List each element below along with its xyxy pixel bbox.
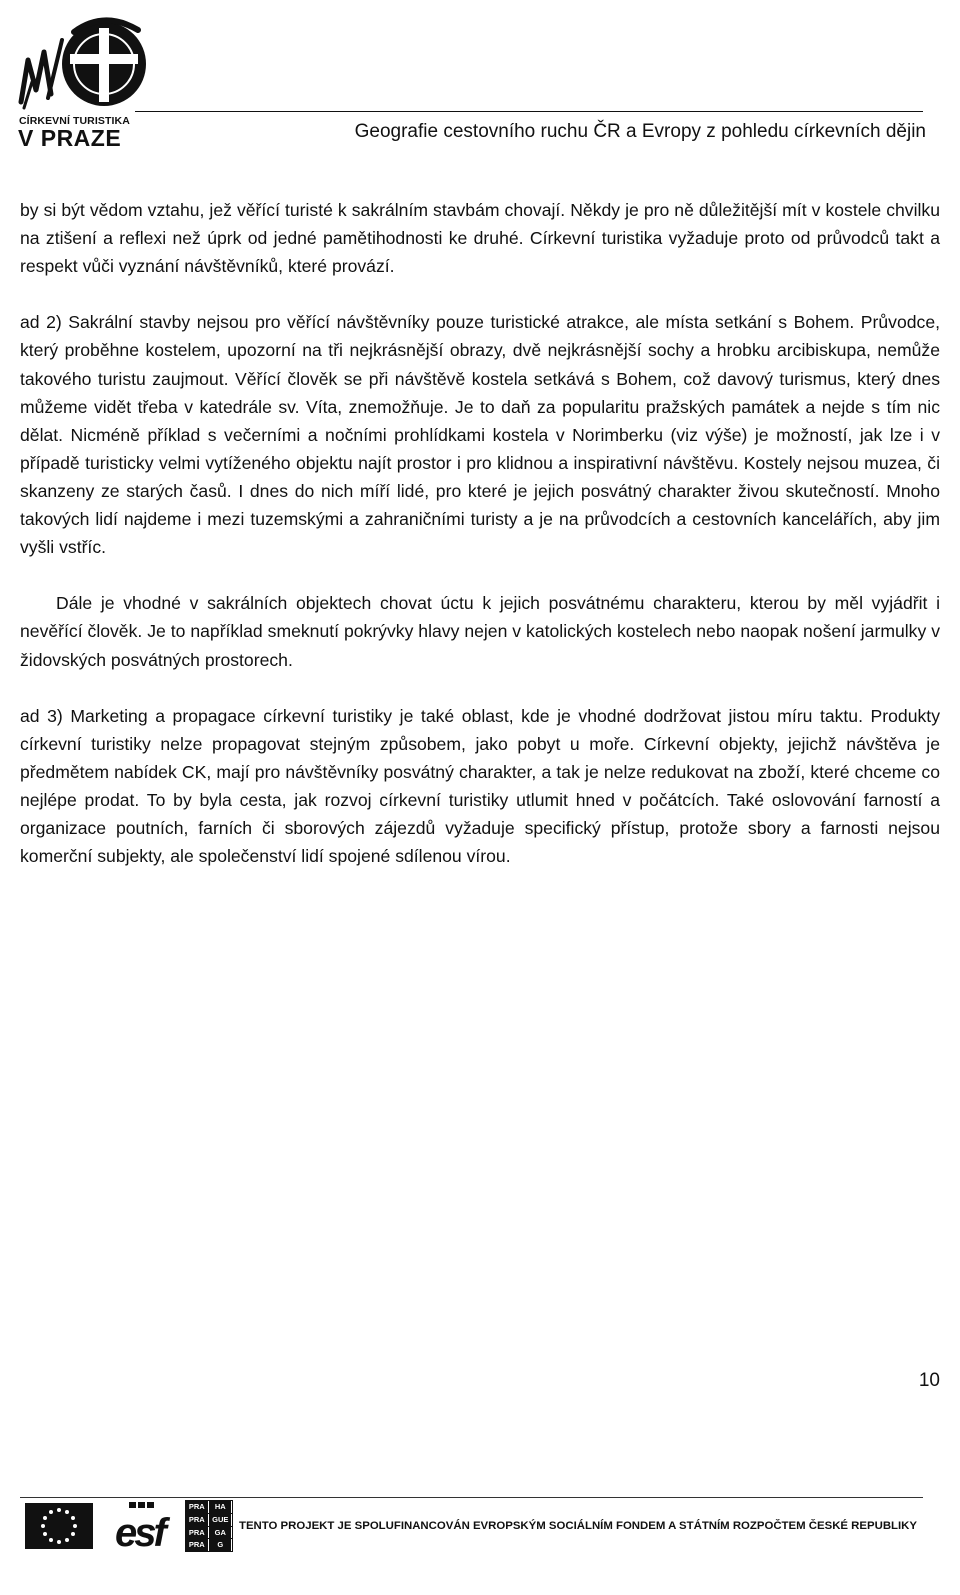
prague-logo-cell: HA <box>210 1501 233 1513</box>
prague-logo-icon <box>185 1500 233 1552</box>
svg-text:esf: esf <box>115 1511 164 1552</box>
prague-logo-cell: PRA <box>186 1539 209 1551</box>
paragraph: by si být vědom vztahu, jež věřící turisté k sakrálním stavbám chovají. Někdy je pro ně důležitější mít v kostele chvilku na ztišení a reflexi než úprk od jedné pamětihodnosti ke druhé. Církevní turistika vyžaduje proto od průvodců takt a respekt vůči vyznání návštěvníků, které provází. <box>20 200 940 277</box>
prague-logo-cell: GUE <box>210 1514 233 1526</box>
prague-logo-cell: PRA <box>186 1501 209 1513</box>
prague-logo-cell: PRA <box>186 1527 209 1539</box>
document-body <box>20 196 940 898</box>
paragraph: Dále je vhodné v sakrálních objektech chovat úctu k jejich posvátnému charakteru, kterou by měl vyjádřit i nevěřící člověk. Je to například smeknutí pokrývky hlavy nejen v katolických kostelech nebo naopak nošení jarmulky v židovských posvátných prostorech. <box>20 593 940 670</box>
paragraph: ad 2) Sakrální stavby nejsou pro věřící návštěvníky pouze turistické atrakce, ale místa setkání s Bohem. Průvodce, který proběhne kostelem, upozorní na tři nejkrásnější obrazy, dvě nejkrásnější sochy a hrobku arcibiskupa, nemůže takového turistu zaujmout. Věřící člověk se při návštěvě kostela setkává s Bohem, což davový turismus, který dnes můžeme vidět třeba v katedrále sv. Víta, znemožňuje. Je to daň za popularitu pražských památek a nejde s tím nic dělat. Nicméně příklad s večerními a nočními prohlídkami kostela v Norimberku (viz výše) je možností, jak lze i v případě turisticky velmi vytíženého objektu najít prostor i pro klidnou a inspirativní návštěvu. Kostely nejsou muzea, či skanzeny ze starých časů. I dnes do nich míří lidé, pro které je jejich posvátný charakter živou skutečností. Mnoho takových lidí najdeme i mezi tuzemskými a zahraničními turisty a je na průvodcích a cestovních kancelářích, aby jim vyšli vstříc. <box>20 312 940 558</box>
prague-logo-cell: GA <box>210 1527 233 1539</box>
paragraph: ad 3) Marketing a propagace církevní turistiky je také oblast, kde je vhodné dodržovat jistou míru taktu. Produkty církevní turistiky nelze propagovat stejným způsobem, jako pobyt u moře. Církevní objekty, jejichž návštěva je předmětem nabídek CK, mají pro návštěvníky posvátný charakter, a tak je nelze redukovat na zboží, které chceme co nejlépe prodat. To by byla cesta, jak rozvoj církevní turistiky utlumit hned v počátcích. Také oslovování farností a organizace poutních, farních či sborových zájezdů vyžaduje specifický přístup, protože sbory a farnosti nejsou komerční subjekty, ale společenství lidí spojené sdílenou vírou. <box>20 705 940 867</box>
prague-logo-cell: PRA <box>186 1514 209 1526</box>
logo-subtitle: CÍRKEVNÍ TURISTIKA <box>19 115 130 127</box>
eu-flag-icon <box>25 1503 93 1549</box>
page-footer <box>0 1500 960 1560</box>
church-tourism-logo-icon <box>18 12 163 151</box>
esf-logo-icon <box>115 1500 171 1552</box>
logo-title: V PRAZE <box>18 125 122 151</box>
page-header <box>0 0 960 155</box>
footer-divider <box>20 1497 923 1498</box>
header-divider <box>135 111 923 112</box>
prague-logo-cell: G <box>210 1539 233 1551</box>
page-number: 10 <box>918 1370 940 1391</box>
document-title: Geografie cestovního ruchu ČR a Evropy z pohledu církevních dějin <box>354 121 926 142</box>
funding-notice: TENTO PROJEKT JE SPOLUFINANCOVÁN EVROPSKÝM SOCIÁLNÍM FONDEM A STÁTNÍM ROZPOČTEM ČESKÉ REPUBLIKY <box>239 1520 917 1532</box>
